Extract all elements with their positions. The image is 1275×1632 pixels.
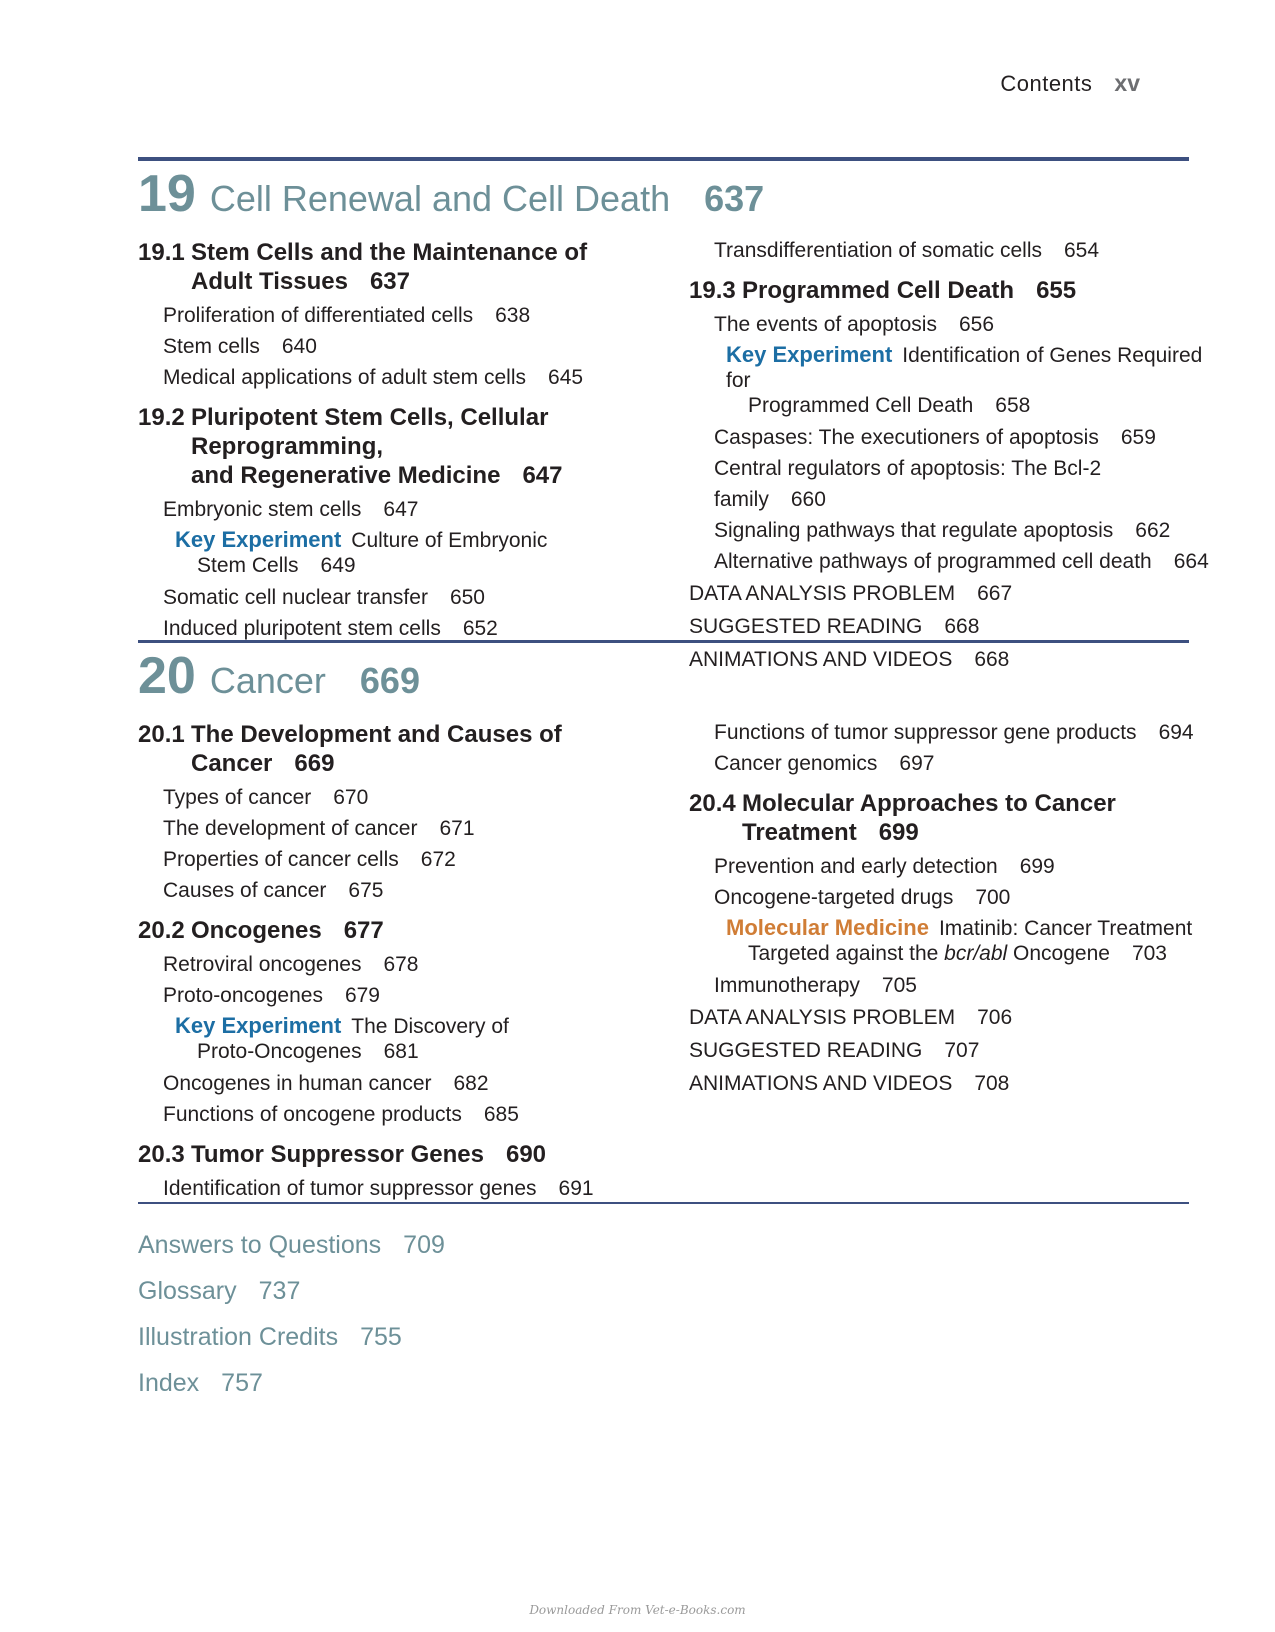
entry-text: Functions of oncogene products	[163, 1103, 462, 1126]
molecular-medicine-entry	[689, 915, 1209, 966]
entry-page: 682	[453, 1072, 489, 1095]
section-page: 669	[294, 750, 335, 777]
backmatter-entry	[138, 1314, 445, 1360]
section-page: 699	[878, 819, 919, 846]
section-page: 655	[1036, 277, 1077, 304]
entry-page: 647	[383, 498, 419, 521]
toc-entry	[138, 494, 658, 525]
section-page: 677	[343, 917, 384, 944]
entry-page: 645	[548, 366, 584, 389]
toc-entry	[138, 813, 658, 844]
toc-entry	[689, 235, 1209, 266]
chapter-19-right-column	[689, 235, 1209, 676]
key-experiment-tag: Key Experiment	[726, 342, 893, 367]
toc-entry	[138, 331, 658, 362]
entry-page: 668	[974, 648, 1010, 671]
key-experiment-entry	[138, 527, 658, 578]
entry-page: 670	[333, 786, 369, 809]
entry-page: 703	[1131, 942, 1167, 965]
entry-text: Functions of tumor suppressor gene products	[714, 721, 1137, 744]
section-title-line: Tumor Suppressor Genes	[191, 1141, 484, 1168]
toc-entry	[138, 980, 658, 1011]
chapter-19-left-column	[138, 238, 658, 644]
entry-page: 678	[383, 953, 419, 976]
entry-text: Medical applications of adult stem cells	[163, 366, 527, 389]
entry-text: The Discovery of	[351, 1015, 509, 1038]
entry-page: 672	[420, 848, 456, 871]
entry-text: DATA ANALYSIS PROBLEM	[689, 1006, 956, 1029]
entry-text: Identification of Genes Required for	[726, 344, 1203, 392]
entry-text: Programmed Cell Death	[748, 394, 974, 417]
chapter-page: 637	[704, 178, 765, 219]
entry-page: 671	[439, 817, 475, 840]
toc-entry	[689, 970, 1209, 1001]
entry-text: Retroviral oncogenes	[163, 953, 362, 976]
section-title-line: Pluripotent Stem Cells, Cellular Reprogramming,	[191, 404, 549, 460]
entry-page: 699	[1019, 855, 1055, 878]
section-heading	[138, 238, 658, 296]
chapter-19-heading	[138, 164, 764, 224]
toc-entry	[138, 1099, 658, 1130]
toc-entry	[689, 717, 1209, 748]
toc-entry	[138, 949, 658, 980]
entry-page: 737	[258, 1277, 301, 1305]
entry-text: Transdifferentiation of somatic cells	[714, 239, 1042, 262]
chapter-20-heading	[138, 646, 420, 706]
section-number: 20.4	[689, 790, 736, 817]
toc-entry	[138, 362, 658, 393]
section-title-line: and Regenerative Medicine	[191, 462, 501, 489]
toc-entry	[689, 515, 1209, 546]
section-page: 647	[522, 462, 563, 489]
end-matter-entry	[689, 577, 1209, 610]
entry-text: Central regulators of apoptosis: The Bcl-2 family	[714, 457, 1102, 511]
entry-page: 662	[1135, 519, 1171, 542]
entry-page: 705	[881, 974, 917, 997]
toc-entry	[138, 582, 658, 613]
entry-page: 664	[1173, 550, 1209, 573]
entry-text: Targeted against the	[748, 942, 939, 965]
section-number: 20.3	[138, 1141, 185, 1168]
section-page: 637	[369, 268, 410, 295]
end-matter-entry	[689, 1034, 1209, 1067]
entry-text: ANIMATIONS AND VIDEOS	[689, 648, 953, 671]
entry-text: Illustration Credits	[138, 1323, 339, 1351]
toc-entry	[689, 546, 1209, 577]
entry-page: 650	[449, 586, 485, 609]
end-matter-entry	[689, 1067, 1209, 1100]
end-matter-entry	[689, 643, 1209, 676]
key-experiment-entry	[138, 1013, 658, 1064]
entry-page: 638	[495, 304, 531, 327]
entry-text: SUGGESTED READING	[689, 1039, 923, 1062]
entry-text: Oncogene	[1013, 942, 1110, 965]
entry-text: Causes of cancer	[163, 879, 327, 902]
entry-text: Proliferation of differentiated cells	[163, 304, 474, 327]
key-experiment-entry	[689, 342, 1209, 418]
entry-page: 649	[320, 554, 356, 577]
entry-text: Alternative pathways of programmed cell death	[714, 550, 1152, 573]
section-number: 20.2	[138, 917, 185, 944]
entry-text: DATA ANALYSIS PROBLEM	[689, 582, 956, 605]
entry-page: 694	[1158, 721, 1194, 744]
entry-page: 691	[558, 1177, 594, 1200]
entry-text: Stem Cells	[197, 554, 299, 577]
entry-page: 668	[944, 615, 980, 638]
section-title-line: Treatment	[742, 819, 857, 846]
key-experiment-tag: Key Experiment	[175, 1013, 342, 1038]
entry-text: Index	[138, 1369, 200, 1397]
toc-entry	[138, 782, 658, 813]
section-heading	[138, 403, 658, 490]
toc-entry	[138, 300, 658, 331]
chapter-19-rule	[138, 157, 1189, 161]
end-matter-entry	[689, 1001, 1209, 1034]
section-number: 19.2	[138, 404, 185, 431]
section-title-line: Stem Cells and the Maintenance of	[191, 239, 588, 266]
chapter-number: 19	[138, 165, 196, 223]
molecular-medicine-tag: Molecular Medicine	[726, 915, 929, 940]
entry-text: Oncogenes in human cancer	[163, 1072, 432, 1095]
entry-page: 681	[383, 1040, 419, 1063]
section-title-line: Molecular Approaches to Cancer	[742, 790, 1116, 817]
running-head-label: Contents	[1000, 71, 1093, 96]
entry-page: 675	[348, 879, 384, 902]
chapter-page: 669	[359, 660, 420, 701]
entry-text: Stem cells	[163, 335, 260, 358]
entry-page: 679	[344, 984, 380, 1007]
section-heading	[138, 1140, 658, 1169]
entry-page: 708	[974, 1072, 1010, 1095]
toc-entry	[138, 844, 658, 875]
chapter-title: Cancer	[209, 660, 326, 701]
entry-page: 707	[944, 1039, 980, 1062]
section-title-line: Adult Tissues	[191, 268, 348, 295]
entry-text: Culture of Embryonic	[351, 529, 548, 552]
entry-text: Embryonic stem cells	[163, 498, 362, 521]
entry-text: SUGGESTED READING	[689, 615, 923, 638]
entry-page: 658	[995, 394, 1031, 417]
key-experiment-tag: Key Experiment	[175, 527, 342, 552]
toc-entry	[138, 1173, 658, 1204]
entry-text: Properties of cancer cells	[163, 848, 399, 871]
toc-entry	[138, 1068, 658, 1099]
section-number: 20.1	[138, 721, 185, 748]
entry-page: 697	[899, 752, 935, 775]
entry-text: Oncogene-targeted drugs	[714, 886, 954, 909]
entry-text: Proto-oncogenes	[163, 984, 323, 1007]
toc-entry	[689, 748, 1209, 779]
entry-text: Prevention and early detection	[714, 855, 998, 878]
page-folio: xv	[1114, 70, 1140, 96]
entry-text: The events of apoptosis	[714, 313, 937, 336]
chapter-title: Cell Renewal and Cell Death	[209, 178, 671, 219]
entry-text: Somatic cell nuclear transfer	[163, 586, 428, 609]
entry-page: 660	[790, 488, 826, 511]
entry-page: 685	[483, 1103, 519, 1126]
entry-page: 656	[958, 313, 995, 336]
entry-text: ANIMATIONS AND VIDEOS	[689, 1072, 953, 1095]
toc-entry	[138, 875, 658, 906]
chapter-20-rule	[138, 640, 1189, 643]
section-title-line: Programmed Cell Death	[742, 277, 1015, 304]
entry-text: Induced pluripotent stem cells	[163, 617, 441, 640]
end-matter-entry	[689, 610, 1209, 643]
chapter-number: 20	[138, 647, 196, 705]
backmatter-entry	[138, 1360, 445, 1406]
section-number: 19.3	[689, 277, 736, 304]
section-heading	[138, 720, 658, 778]
section-heading	[689, 789, 1209, 847]
toc-entry	[689, 309, 1209, 340]
entry-text: Imatinib: Cancer Treatment	[938, 917, 1193, 940]
entry-page: 652	[462, 617, 498, 640]
chapter-20-left-column	[138, 720, 658, 1204]
entry-page: 706	[977, 1006, 1013, 1029]
entry-text: Cancer genomics	[714, 752, 878, 775]
entry-text: Types of cancer	[163, 786, 312, 809]
backmatter-entry	[138, 1222, 445, 1268]
entry-page: 640	[281, 335, 317, 358]
running-head	[1000, 70, 1140, 97]
chapter-20-right-column	[689, 717, 1209, 1100]
entry-page: 667	[977, 582, 1013, 605]
entry-text: Answers to Questions	[138, 1231, 382, 1259]
entry-text: Identification of tumor suppressor genes	[163, 1177, 537, 1200]
backmatter-rule	[138, 1202, 1189, 1204]
entry-text: The development of cancer	[163, 817, 418, 840]
entry-page: 700	[975, 886, 1011, 909]
entry-page: 654	[1063, 239, 1100, 262]
entry-page: 659	[1120, 426, 1156, 449]
entry-page: 757	[221, 1369, 263, 1397]
entry-text: Caspases: The executioners of apoptosis	[714, 426, 1099, 449]
toc-entry	[689, 453, 1209, 515]
toc-entry	[689, 851, 1209, 882]
section-title-line: The Development and Causes of Cancer	[191, 721, 562, 777]
download-watermark: Downloaded From Vet-e-Books.com	[529, 1603, 746, 1617]
backmatter-list	[138, 1222, 445, 1406]
section-heading	[138, 916, 658, 945]
section-page: 690	[505, 1141, 547, 1168]
backmatter-entry	[138, 1268, 445, 1314]
entry-text: Signaling pathways that regulate apoptosis	[714, 519, 1114, 542]
entry-page: 755	[360, 1323, 402, 1351]
section-number: 19.1	[138, 239, 185, 266]
entry-text-italic: bcr/abl	[944, 942, 1008, 965]
entry-text: Immunotherapy	[714, 974, 860, 997]
entry-text: Proto-Oncogenes	[197, 1040, 362, 1063]
entry-page: 709	[403, 1231, 445, 1259]
toc-entry	[689, 882, 1209, 913]
toc-entry	[689, 422, 1209, 453]
section-heading	[689, 276, 1209, 305]
section-title-line: Oncogenes	[191, 917, 322, 944]
entry-text: Glossary	[138, 1277, 237, 1305]
